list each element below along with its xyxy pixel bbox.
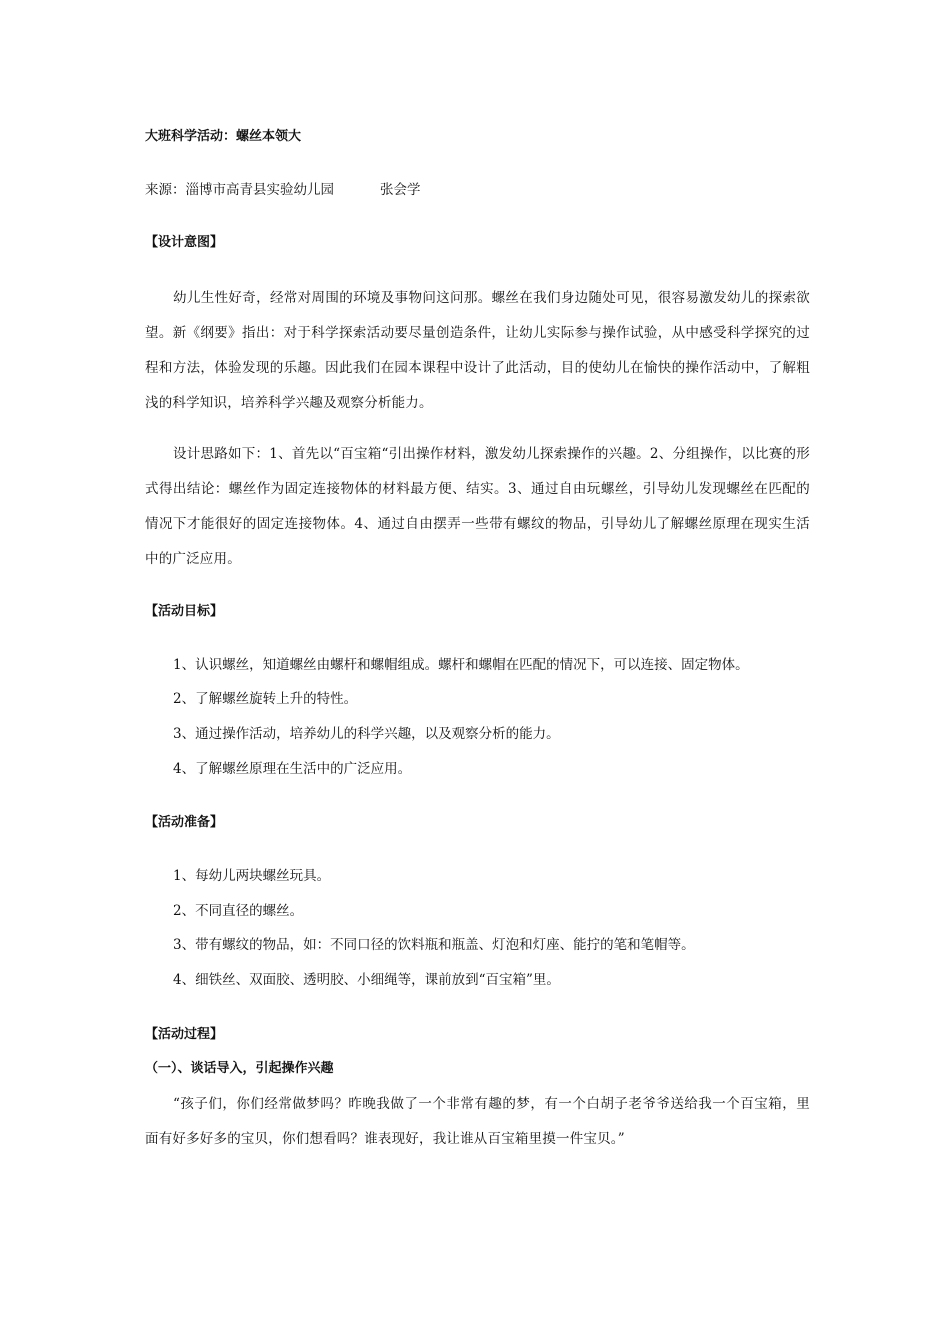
document-title: 大班科学活动：螺丝本领大 [145,129,302,144]
process-heading: 【活动过程】 [145,1027,224,1042]
process-step-1-heading: （一）、谈话导入，引起操作兴趣 [145,1061,334,1076]
source-label: 来源：淄博市高青县实验幼儿园 [145,182,334,198]
design-intent-paragraph-1: 幼儿生性好奇，经常对周围的环境及事物问这问那。螺丝在我们身边随处可见，很容易激发幼儿的探索欲望。新《纲要》指出：对于科学探索活动要尽量创造条件，让幼儿实际参与操作试验，从中感受科学探究的过程和方法，体验发现的乐趣。因此我们在园本课程中设计了此活动，目的使幼儿在愉快的操作活动中，了解粗浅的科学知识，培养科学兴趣及观察分析能力。 [145,290,810,411]
design-intent-heading: 【设计意图】 [145,235,224,250]
design-intent-paragraph-2: 设计思路如下：1、首先以“百宝箱“引出操作材料，激发幼儿探索操作的兴趣。2、分组操作，以比赛的形式得出结论：螺丝作为固定连接物体的材料最方便、结实。3、通过自由玩螺丝，引导幼儿发现螺丝在匹配的情况下才能很好的固定连接物体。4、通过自由摆弄一些带有螺纹的物品，引导幼儿了解螺丝原理在现实生活中的广泛应用。 [145,446,810,567]
preparation-heading: 【活动准备】 [145,815,224,830]
source-line [145,180,421,200]
goal-item: 3、通过操作活动，培养幼儿的科学兴趣，以及观察分析的能力。 [173,726,560,742]
preparation-item: 3、带有螺纹的物品，如：不同口径的饮料瓶和瓶盖、灯泡和灯座、能拧的笔和笔帽等。 [173,937,695,953]
goal-item: 4、了解螺丝原理在生活中的广泛应用。 [173,761,412,777]
process-step-1-text: “孩子们，你们经常做梦吗？昨晚我做了一个非常有趣的梦，有一个白胡子老爷爷送给我一个百宝箱，里面有好多好多的宝贝，你们想看吗？谁表现好，我让谁从百宝箱里摸一件宝贝。” [145,1096,810,1147]
preparation-item: 1、每幼儿两块螺丝玩具。 [173,868,331,884]
preparation-item: 4、细铁丝、双面胶、透明胶、小细绳等，课前放到“百宝箱”里。 [173,972,560,988]
goal-item: 2、了解螺丝旋转上升的特性。 [173,691,358,707]
author-name: 张会学 [380,182,421,198]
goals-heading: 【活动目标】 [145,604,224,619]
preparation-item: 2、不同直径的螺丝。 [173,903,304,919]
goal-item: 1、认识螺丝，知道螺丝由螺杆和螺帽组成。螺杆和螺帽在匹配的情况下，可以连接、固定物体。 [173,657,749,673]
